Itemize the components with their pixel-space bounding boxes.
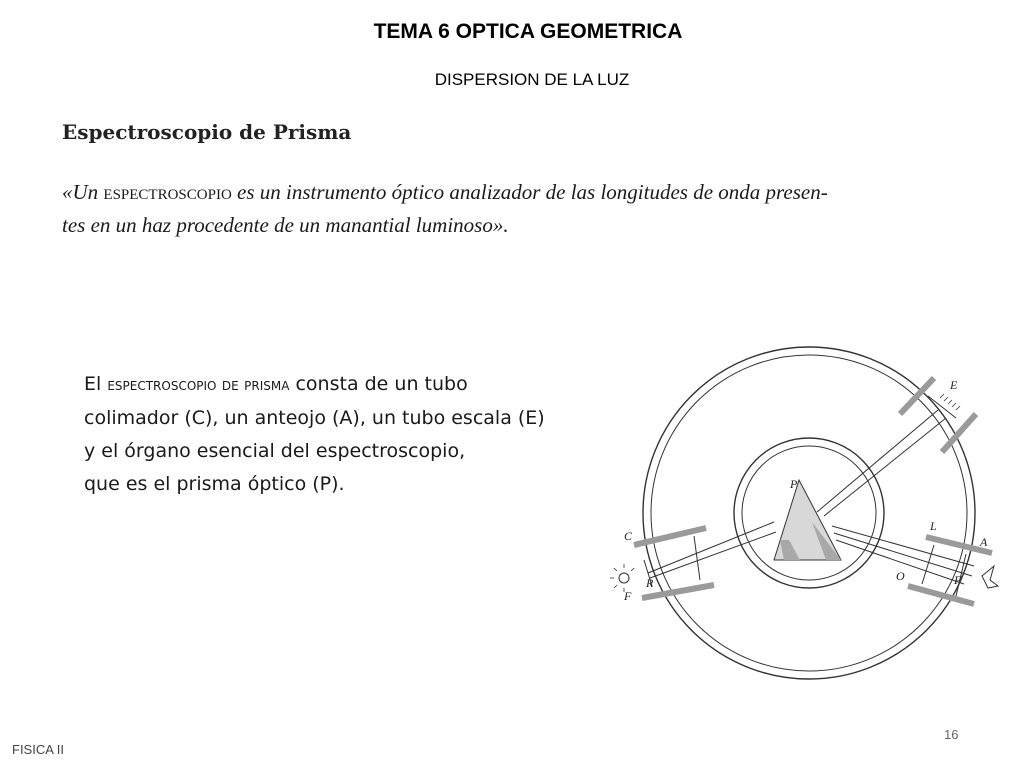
description-paragraph — [84, 368, 584, 501]
label-scale-tube: E — [950, 378, 958, 392]
spectroscope-svg — [604, 340, 1004, 690]
telescope-objective — [922, 545, 934, 584]
body-line-1 — [84, 368, 584, 402]
label-telescope: A — [980, 535, 988, 549]
page-number: 16 — [944, 727, 959, 742]
body-line-1-pre: El — [84, 373, 108, 395]
light-rays-icon — [610, 564, 634, 592]
body-line-3: y el órgano esencial del espectroscopio, — [84, 440, 466, 462]
light-source-icon — [619, 573, 629, 583]
footer-course: FISICA II — [12, 742, 65, 757]
eye-icon — [982, 566, 998, 588]
label-lens-l: L — [930, 519, 937, 533]
telescope-lens-bottom — [908, 586, 974, 604]
scale-tube-top — [900, 378, 934, 414]
prism-spectroscope-diagram — [604, 340, 1004, 690]
quote-open: «Un — [62, 180, 104, 204]
body-line-4: que es el prisma óptico (P). — [84, 473, 345, 495]
label-focus-f: F — [954, 573, 962, 587]
body-line-2: colimador (C), un anteojo (A), un tubo escala (E) — [84, 407, 545, 429]
collimator-lens — [694, 536, 700, 580]
body-term: espectroscopio de prisma — [107, 375, 290, 395]
label-collimator: C — [624, 529, 633, 543]
scale-ray-1 — [817, 410, 938, 512]
body-line-1-post: consta de un tubo — [289, 373, 468, 395]
quote-term: espectroscopio — [103, 180, 232, 204]
section-heading: Espectroscopio de Prisma — [62, 120, 352, 144]
label-objective-o: O — [896, 569, 905, 583]
label-source-f: F — [624, 589, 632, 603]
scale-ray-2 — [824, 418, 946, 516]
label-slit-r: R — [646, 576, 654, 590]
slide-title: TEMA 6 OPTICA GEOMETRICA — [373, 20, 683, 43]
label-prism: P — [790, 477, 798, 491]
quote-line1-rest: es un instrumento óptico analizador de las longitudes de onda presen- — [231, 180, 828, 204]
definition-quote — [62, 176, 962, 242]
slide-subtitle: DISPERSION DE LA LUZ — [434, 70, 630, 89]
quote-line2: tes en un haz procedente de un manantial luminoso». — [62, 213, 509, 237]
